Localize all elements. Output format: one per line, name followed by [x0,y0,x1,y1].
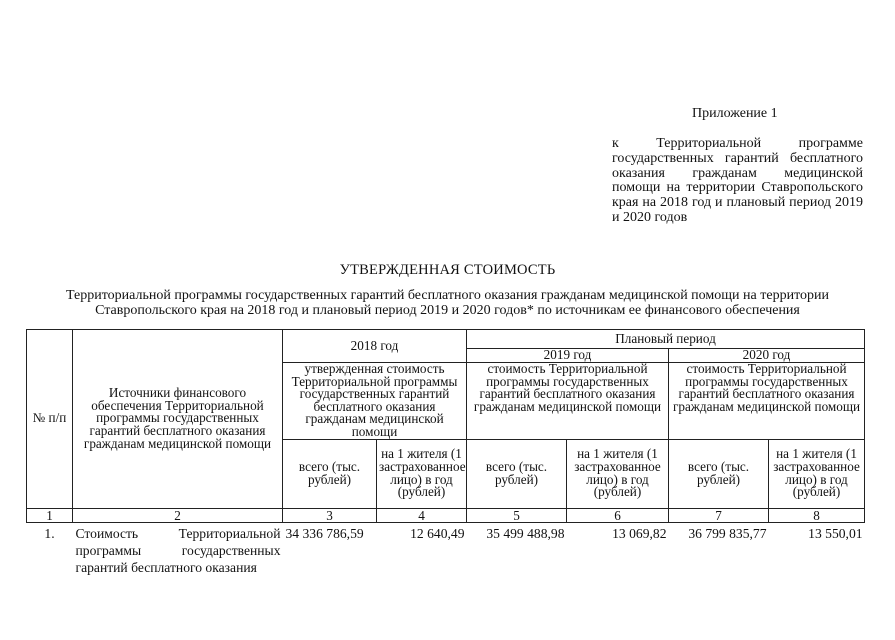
row-total-2019: 35 499 488,98 [486,525,565,541]
row-number: 1. [44,525,55,541]
row-per-capita-2020: 13 550,01 [808,525,863,541]
header-year-2019: 2019 год [467,349,669,363]
header-cost-2019: стоимость Территориальной программы государственных гарантий бесплатного оказания гражданам медицинской помощи [467,363,669,440]
column-number: 5 [467,508,567,522]
header-per-capita-2020: на 1 жителя (1 застрахованное лицо) в год (рублей) [769,439,865,508]
column-number: 6 [567,508,669,522]
row-source: Стоимость Территориальной программы государственных гарантий бесплатного оказания [75,525,281,575]
header-approved-cost-2018: утвержденная стоимость Территориальной программы государственных гарантий бесплатного оказания гражданам медицинской помощи [283,363,467,440]
column-number: 7 [669,508,769,522]
column-number: 2 [73,508,283,522]
table-row [27,522,865,576]
header-row-years [27,330,865,349]
row-per-capita-2019: 13 069,82 [612,525,667,541]
header-per-capita-2018: на 1 жителя (1 застрахованное лицо) в год (рублей) [377,439,467,508]
header-planned-period: Плановый период [467,330,865,349]
header-total-2018: всего (тыс. рублей) [283,439,377,508]
header-year-2020: 2020 год [669,349,865,363]
row-total-2020: 36 799 835,77 [688,525,767,541]
header-per-capita-2019: на 1 жителя (1 застрахованное лицо) в год (рублей) [567,439,669,508]
header-cost-2020: стоимость Территориальной программы государственных гарантий бесплатного оказания гражданам медицинской помощи [669,363,865,440]
header-total-2019: всего (тыс. рублей) [467,439,567,508]
document-subtitle: Территориальной программы государственных гарантий бесплатного оказания гражданам медицинской помощи на территории Ставропольского края на 2018 год и плановый период 2019 и 2020 годов* по источникам ее финансового обеспечения [65,288,829,318]
column-number: 8 [769,508,865,522]
header-num: № п/п [27,330,73,509]
document-title: УТВЕРЖДЕННАЯ СТОИМОСТЬ [339,262,556,278]
header-sources: Источники финансового обеспечения Территориальной программы государственных гарантий бесплатного оказания гражданам медицинской помощи [73,330,283,509]
header-year-2018: 2018 год [283,330,467,363]
header-total-2020: всего (тыс. рублей) [669,439,769,508]
row-total-2018: 34 336 786,59 [285,525,364,541]
column-number-row [27,508,865,522]
appendix-text: к Территориальной программе государственных гарантий бесплатного оказания гражданам медицинской помощи на территории Ставропольского края на 2018 год и плановый период 2019 и 2020 годов [612,136,863,225]
column-number: 3 [283,508,377,522]
row-per-capita-2018: 12 640,49 [410,525,465,541]
appendix-title: Приложение 1 [692,106,778,121]
cost-table [26,329,865,576]
column-number: 1 [27,508,73,522]
column-number: 4 [377,508,467,522]
